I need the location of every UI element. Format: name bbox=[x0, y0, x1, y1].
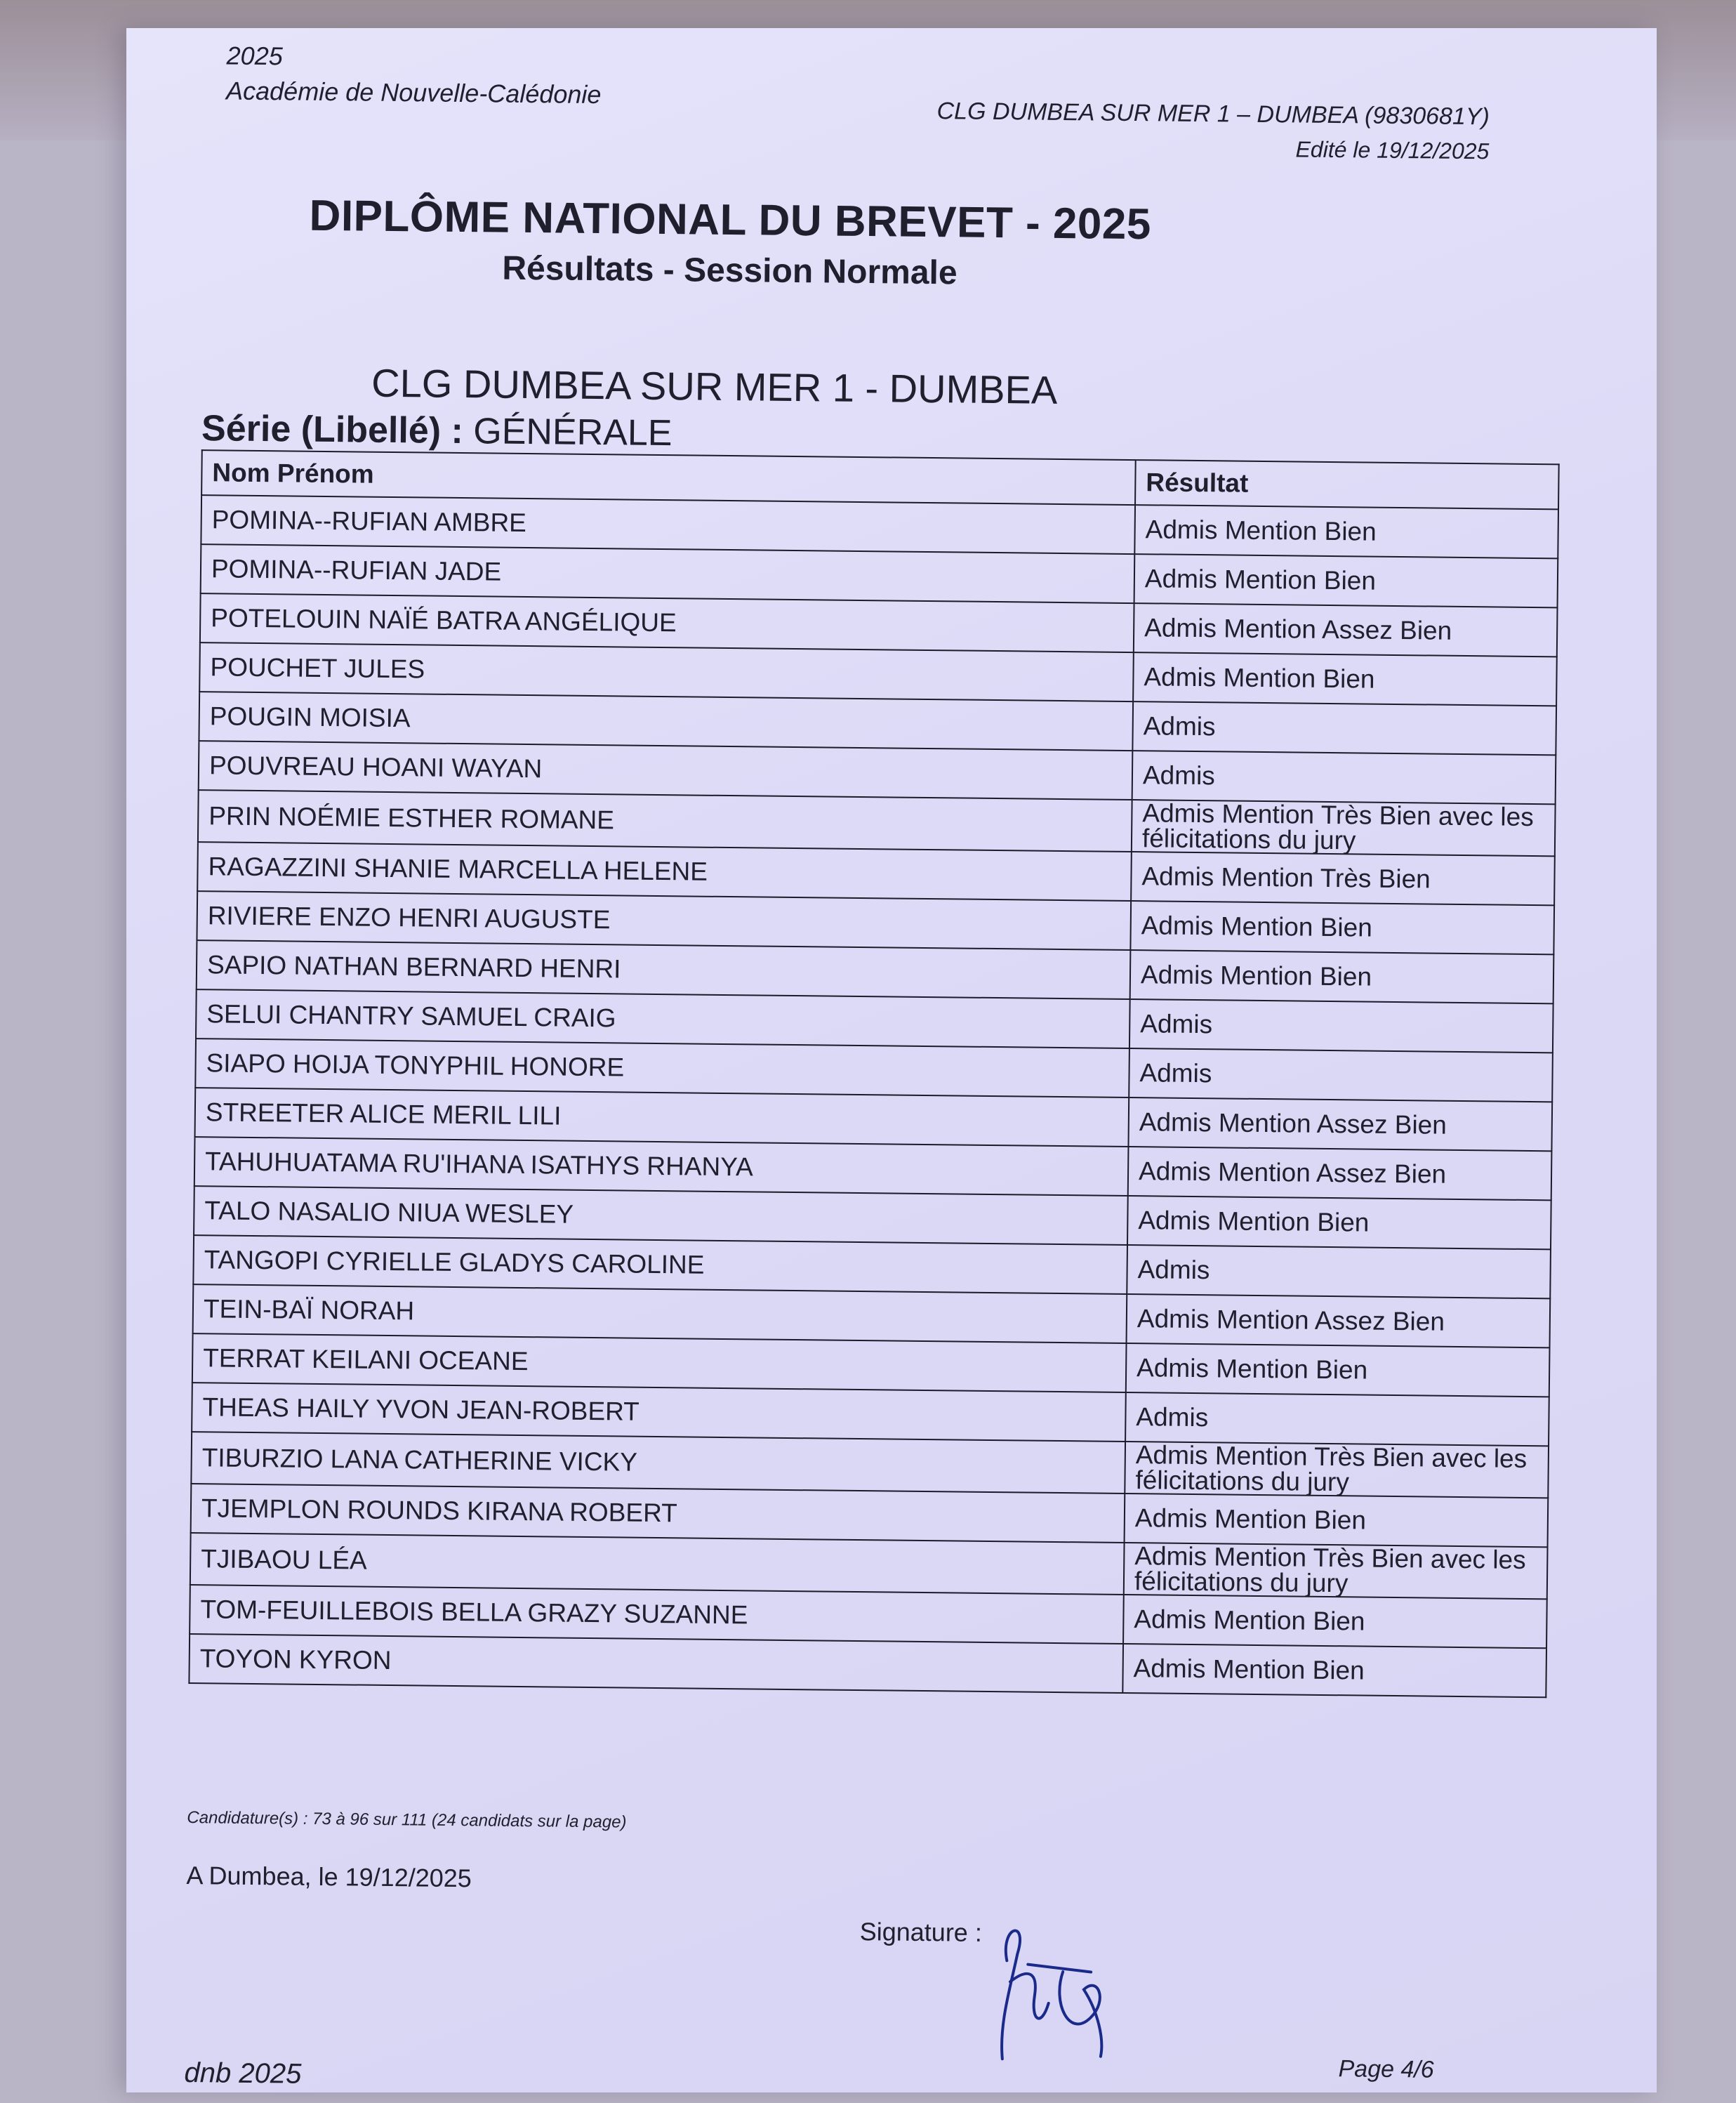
student-name: TEIN-BAÏ NORAH bbox=[193, 1284, 1127, 1343]
student-name: TANGOPI CYRIELLE GLADYS CAROLINE bbox=[193, 1235, 1127, 1294]
results-body bbox=[189, 495, 1558, 1697]
student-result: Admis Mention Bien bbox=[1126, 1343, 1550, 1397]
student-name: TALO NASALIO NIUA WESLEY bbox=[194, 1186, 1128, 1245]
student-name: RAGAZZINI SHANIE MARCELLA HELENE bbox=[197, 842, 1132, 901]
column-header-result: Résultat bbox=[1135, 460, 1559, 509]
student-name: SAPIO NATHAN BERNARD HENRI bbox=[197, 940, 1131, 999]
student-result: Admis Mention Très Bien avec les félicitations du jury bbox=[1125, 1442, 1549, 1498]
header-year: 2025 bbox=[226, 41, 283, 71]
student-result: Admis bbox=[1127, 1245, 1551, 1298]
student-result: Admis Mention Bien bbox=[1127, 1196, 1551, 1249]
column-header-name: Nom Prénom bbox=[201, 450, 1136, 505]
serie-label: Série (Libellé) : bbox=[201, 408, 464, 452]
student-result: Admis bbox=[1125, 1392, 1549, 1446]
student-name: TAHUHUATAMA RU'IHANA ISATHYS RHANYA bbox=[194, 1137, 1129, 1196]
student-name: POMINA--RUFIAN JADE bbox=[201, 544, 1135, 603]
document bbox=[143, 28, 1568, 2090]
student-result: Admis Mention Bien bbox=[1130, 950, 1554, 1003]
student-name: POUGIN MOISIA bbox=[199, 692, 1133, 751]
student-result: Admis Mention Bien bbox=[1130, 901, 1554, 954]
signature-mark bbox=[985, 1904, 1127, 2071]
student-result: Admis Mention Très Bien bbox=[1131, 852, 1555, 905]
student-name: SELUI CHANTRY SAMUEL CRAIG bbox=[196, 989, 1130, 1048]
student-result: Admis Mention Assez Bien bbox=[1127, 1294, 1551, 1347]
student-result: Admis Mention Assez Bien bbox=[1134, 603, 1558, 657]
student-name: TIBURZIO LANA CATHERINE VICKY bbox=[191, 1432, 1125, 1494]
student-result: Admis bbox=[1129, 1048, 1553, 1102]
student-result: Admis Mention Très Bien avec les félicitations du jury bbox=[1124, 1543, 1548, 1599]
student-name: POMINA--RUFIAN AMBRE bbox=[201, 495, 1135, 554]
serie-value: GÉNÉRALE bbox=[472, 411, 672, 454]
place-date: A Dumbea, le 19/12/2025 bbox=[186, 1861, 472, 1893]
header-academie: Académie de Nouvelle-Calédonie bbox=[225, 76, 602, 110]
page-number: Page 4/6 bbox=[1338, 2055, 1434, 2083]
student-result: Admis Mention Bien bbox=[1123, 1595, 1547, 1648]
results-table bbox=[188, 449, 1559, 1698]
student-name: PRIN NOÉMIE ESTHER ROMANE bbox=[198, 790, 1132, 852]
student-result: Admis Mention Assez Bien bbox=[1128, 1147, 1552, 1200]
student-result: Admis Mention Bien bbox=[1134, 505, 1558, 558]
student-result: Admis Mention Bien bbox=[1125, 1494, 1549, 1547]
signature-scribble bbox=[985, 1904, 1127, 2067]
student-name: RIVIERE ENZO HENRI AUGUSTE bbox=[197, 891, 1131, 950]
footer-left: dnb 2025 bbox=[184, 2057, 302, 2090]
student-result: Admis Mention Très Bien avec les félicitations du jury bbox=[1132, 800, 1556, 856]
serie-line bbox=[201, 407, 672, 454]
student-result: Admis bbox=[1132, 751, 1556, 804]
student-result: Admis Mention Bien bbox=[1134, 554, 1558, 607]
student-name: TJEMPLON ROUNDS KIRANA ROBERT bbox=[191, 1484, 1125, 1543]
student-name: POUCHET JULES bbox=[199, 642, 1134, 701]
student-name: THEAS HAILY YVON JEAN-ROBERT bbox=[192, 1383, 1126, 1442]
student-name: TOM-FEUILLEBOIS BELLA GRAZY SUZANNE bbox=[190, 1585, 1124, 1644]
school-name: CLG DUMBEA SUR MER 1 - DUMBEA bbox=[371, 360, 1058, 412]
student-result: Admis Mention Bien bbox=[1133, 652, 1557, 706]
student-result: Admis Mention Bien bbox=[1122, 1644, 1546, 1697]
candidatures-count: Candidature(s) : 73 à 96 sur 111 (24 candidats sur la page) bbox=[187, 1808, 627, 1832]
student-name: TJIBAOU LÉA bbox=[190, 1533, 1125, 1595]
student-result: Admis Mention Assez Bien bbox=[1128, 1097, 1552, 1151]
student-result: Admis bbox=[1132, 701, 1556, 755]
student-name: STREETER ALICE MERIL LILI bbox=[195, 1088, 1129, 1147]
student-name: SIAPO HOIJA TONYPHIL HONORE bbox=[195, 1039, 1129, 1097]
document-subtitle: Résultats - Session Normale bbox=[502, 249, 958, 292]
student-name: TOYON KYRON bbox=[189, 1634, 1123, 1693]
document-title: DIPLÔME NATIONAL DU BREVET - 2025 bbox=[309, 191, 1152, 249]
header-edition-date: Edité le 19/12/2025 bbox=[1295, 136, 1490, 164]
student-result: Admis bbox=[1129, 999, 1553, 1053]
student-name: POUVREAU HOANI WAYAN bbox=[199, 741, 1133, 800]
student-name: TERRAT KEILANI OCEANE bbox=[192, 1333, 1127, 1392]
header-school-code: CLG DUMBEA SUR MER 1 – DUMBEA (9830681Y) bbox=[936, 98, 1490, 131]
signature-label: Signature : bbox=[859, 1917, 983, 1947]
student-name: POTELOUIN NAÏÉ BATRA ANGÉLIQUE bbox=[200, 593, 1134, 652]
